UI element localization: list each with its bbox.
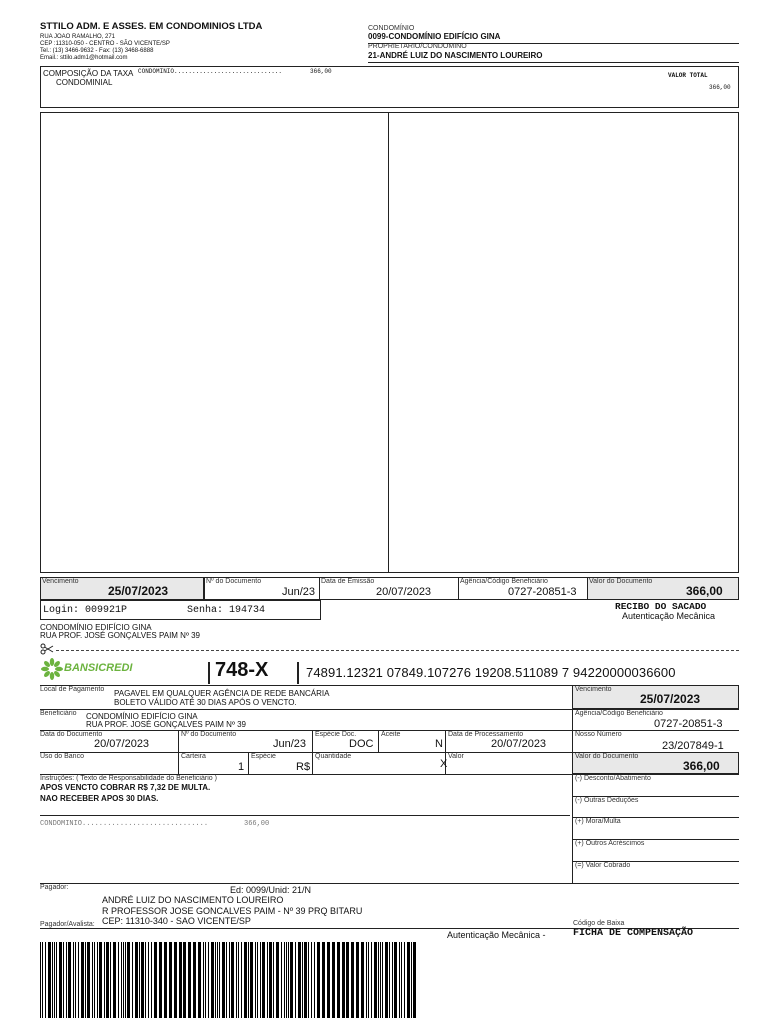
barcode-bar [374, 942, 377, 1018]
barcode-bar [276, 942, 279, 1018]
barcode-bar [164, 942, 167, 1018]
barcode-bar [262, 942, 265, 1018]
pagador-name: ANDRÉ LUIZ DO NASCIMENTO LOUREIRO [102, 895, 284, 905]
barcode-bar [308, 942, 309, 1018]
barcode-bar [97, 942, 98, 1018]
composition-label: COMPOSIÇÃO DA TAXA [43, 69, 134, 78]
content-panel [40, 112, 739, 573]
barcode-bar [104, 942, 105, 1018]
barcode-bar [132, 942, 133, 1018]
company-name: STTILO ADM. E ASSES. EM CONDOMINIOS LTDA [40, 21, 263, 32]
barcode-bar [356, 942, 359, 1018]
barcode-bar [48, 942, 51, 1018]
barcode-bar [73, 942, 74, 1018]
desconto-label: (-) Desconto/Abatimento [575, 775, 651, 782]
total-value: 366,00 [709, 84, 731, 91]
company-email: Email.: sttilo.adm1@hotmail.com [40, 55, 128, 61]
barcode-bar [368, 942, 369, 1018]
barcode-bar [351, 942, 354, 1018]
login: Login: 009921P [43, 605, 128, 616]
barcode-bar [273, 942, 274, 1018]
barcode-bar [85, 942, 86, 1018]
aceite: N [435, 738, 443, 750]
barcode-bar [314, 942, 315, 1018]
barcode-bar [226, 942, 227, 1018]
total-label: VALOR TOTAL [668, 72, 708, 79]
slip-autenticacao: Autenticação Mecânica - [447, 930, 546, 940]
nosso-label: Nosso Número [575, 731, 622, 738]
receipt-valor: 366,00 [686, 584, 723, 598]
company-tel: Tel.: (13) 3466-9632 - Fax: (13) 3468-6888 [40, 48, 154, 54]
barcode-bar [174, 942, 177, 1018]
benef-line2: RUA PROF. JOSÉ GONÇALVES PAIM Nº 39 [86, 720, 246, 729]
barcode-bar [169, 942, 172, 1018]
barcode-bar [135, 942, 138, 1018]
barcode-bar [45, 942, 46, 1018]
deducoes-label: (-) Outras Deduções [575, 797, 639, 804]
barcode-bar [87, 942, 90, 1018]
condominio-label: CONDOMÍNIO [368, 25, 415, 32]
barcode-bar [269, 942, 272, 1018]
barcode-bar [40, 942, 41, 1018]
barcode-bar [311, 942, 312, 1018]
barcode-bar [241, 942, 242, 1018]
qtd-label: Quantidade [315, 753, 352, 760]
barcode-bar [346, 942, 349, 1018]
barcode-bar [139, 942, 140, 1018]
bank-code: 748-X [215, 659, 269, 681]
barcode-bar [288, 942, 289, 1018]
company-address: RUA JOAO RAMALHO, 271 [40, 34, 116, 40]
barcode-bar [154, 942, 157, 1018]
barcode-bar [322, 942, 325, 1018]
pagador-cep: CEP: 11310-340 - SAO VICENTE/SP [102, 916, 251, 926]
num-doc-label: Nº do Documento [181, 731, 237, 738]
barcode-bar [215, 942, 216, 1018]
barcode-bar [284, 942, 285, 1018]
sicredi-logo [40, 657, 64, 686]
barcode-bar [99, 942, 102, 1018]
composition-label-2: CONDOMINIAL [56, 78, 113, 87]
instr-line2: NAO RECEBER APOS 30 DIAS. [40, 794, 159, 803]
benef-label: Beneficiário [40, 710, 77, 717]
barcode-bar [52, 942, 53, 1018]
data-proc-label: Data de Processamento [448, 731, 524, 738]
cut-line [56, 650, 739, 651]
barcode-bar [304, 942, 307, 1018]
barcode [40, 942, 420, 1018]
barcode-bar [121, 942, 122, 1018]
barcode-bar [54, 942, 55, 1018]
barcode-bar [63, 942, 64, 1018]
barcode-bar [248, 942, 249, 1018]
barcode-bar [361, 942, 364, 1018]
barcode-bar [380, 942, 381, 1018]
slip-agencia-label: Agência/Código Beneficiário [575, 710, 663, 717]
receipt-cond-addr: RUA PROF. JOSÉ GONÇALVES PAIM Nº 39 [40, 631, 200, 640]
receipt-emissao: 20/07/2023 [376, 586, 432, 598]
barcode-bar [198, 942, 201, 1018]
barcode-bar [281, 942, 282, 1018]
barcode-bar [382, 942, 383, 1018]
barcode-bar [378, 942, 379, 1018]
barcode-bar [371, 942, 372, 1018]
receipt-agencia-label: Agência/Código Beneficiário [460, 578, 548, 585]
barcode-bar [342, 942, 345, 1018]
barcode-bar [118, 942, 119, 1018]
barcode-bar [407, 942, 410, 1018]
barcode-bar [411, 942, 412, 1018]
receipt-vencimento: 25/07/2023 [108, 584, 169, 598]
barcode-bar [399, 942, 400, 1018]
num-doc: Jun/23 [273, 738, 307, 750]
barcode-bar [78, 942, 79, 1018]
receipt-autenticacao: Autenticação Mecânica [622, 611, 716, 621]
barcode-bar [208, 942, 209, 1018]
barcode-bar [66, 942, 67, 1018]
barcode-bar [188, 942, 191, 1018]
composition-item-value: 366,00 [310, 68, 332, 75]
barcode-bar [290, 942, 293, 1018]
barcode-bar [92, 942, 93, 1018]
proprietario-label: PROPRIETARIO/CONDOMINO [368, 43, 467, 50]
barcode-bar [385, 942, 388, 1018]
barcode-bar [145, 942, 146, 1018]
mora-label: (+) Mora/Multa [575, 818, 621, 825]
barcode-bar [222, 942, 225, 1018]
barcode-bar [183, 942, 186, 1018]
barcode-bar [127, 942, 130, 1018]
barcode-bar [56, 942, 57, 1018]
barcode-bar [68, 942, 71, 1018]
receipt-emissao-label: Data de Emissão [321, 578, 375, 585]
valor-label-small: Valor [448, 753, 464, 760]
barcode-bar [75, 942, 76, 1018]
aceite-label: Aceite [381, 731, 401, 738]
barcode-bar [219, 942, 220, 1018]
barcode-bar [193, 942, 196, 1018]
carteira-label: Carteira [181, 753, 206, 760]
especie: R$ [296, 761, 311, 773]
carteira: 1 [238, 761, 245, 773]
receipt-valor-label: Valor do Documento [589, 578, 653, 585]
ficha-title: FICHA DE COMPENSAÇÃO [573, 928, 694, 939]
barcode-bar [327, 942, 330, 1018]
barcode-bar [125, 942, 126, 1018]
barcode-bar [260, 942, 261, 1018]
receipt-cond-name: CONDOMÍNIO EDIFÍCIO GINA [40, 623, 152, 632]
barcode-bar [389, 942, 390, 1018]
barcode-bar [238, 942, 239, 1018]
receipt-vencimento-label: Vencimento [42, 578, 79, 585]
barcode-bar [394, 942, 397, 1018]
data-doc-label: Data do Documento [40, 731, 103, 738]
local-label: Local de Pagamento [40, 686, 105, 693]
bank-logo-text: BANSICREDI [64, 662, 133, 674]
barcode-bar [231, 942, 234, 1018]
condominio-value: 0099-CONDOMÍNIO EDIFÍCIO GINA [368, 32, 501, 41]
local-line2: BOLETO VÁLIDO ATÉ 30 DIAS APÓS O VENCTO. [114, 698, 297, 707]
barcode-bar [151, 942, 152, 1018]
uso-label: Uso do Banco [40, 753, 84, 760]
barcode-bar [286, 942, 287, 1018]
barcode-bar [106, 942, 109, 1018]
especie-doc: DOC [349, 738, 374, 750]
pagador-label: Pagador: [40, 884, 69, 891]
barcode-bar [244, 942, 247, 1018]
barcode-bar [332, 942, 335, 1018]
senha: Senha: 194734 [187, 605, 266, 616]
barcode-bar [42, 942, 43, 1018]
barcode-bar [302, 942, 303, 1018]
especie-label: Espécie [251, 753, 276, 760]
company-cep: CEP :11310-050 - CENTRO - SÃO VICENTE/SP [40, 41, 170, 47]
slip-vencimento: 25/07/2023 [640, 692, 701, 706]
barcode-bar [141, 942, 144, 1018]
slip-agencia: 0727-20851-3 [654, 718, 723, 730]
barcode-bar [123, 942, 124, 1018]
data-proc: 20/07/2023 [491, 738, 547, 750]
receipt-numdoc-label: Nº do Documento [206, 578, 262, 585]
barcode-bar [257, 942, 258, 1018]
barcode-bar [404, 942, 405, 1018]
receipt-numdoc: Jun/23 [282, 586, 316, 598]
barcode-bar [94, 942, 95, 1018]
barcode-bar [295, 942, 296, 1018]
especie-doc-label: Espécie Doc. [315, 731, 357, 738]
barcode-bar [337, 942, 340, 1018]
barcode-bar [159, 942, 162, 1018]
barcode-bar [179, 942, 182, 1018]
barcode-bar [203, 942, 204, 1018]
barcode-bar [366, 942, 367, 1018]
linha-digitavel: 74891.12321 07849.107276 19208.511089 7 94220000036600 [306, 665, 676, 680]
instr-item-value: 366,00 [244, 820, 270, 828]
barcode-bar [113, 942, 116, 1018]
nosso-numero: 23/207849-1 [662, 740, 724, 752]
barcode-bar [250, 942, 253, 1018]
x-mark: X [440, 758, 448, 770]
barcode-bar [217, 942, 218, 1018]
instr-line1: APOS VENCTO COBRAR R$ 7,32 DE MULTA. [40, 783, 211, 792]
barcode-bar [392, 942, 393, 1018]
baixa-label: Código de Baixa [573, 920, 625, 927]
barcode-bar [317, 942, 320, 1018]
barcode-bar [59, 942, 62, 1018]
barcode-bar [267, 942, 268, 1018]
barcode-bar [298, 942, 301, 1018]
barcode-bar [211, 942, 214, 1018]
barcode-bar [255, 942, 256, 1018]
local-line1: PAGAVEL EM QUALQUER AGÊNCIA DE REDE BANCÁRIA [114, 689, 330, 698]
pagador-addr: R PROFESSOR JOSE GONCALVES PAIM - Nº 39 PRQ BITARU [102, 906, 363, 916]
slip-venc-label: Vencimento [575, 686, 612, 693]
avalista-label: Pagador/Avalista: [40, 921, 95, 928]
barcode-bar [205, 942, 206, 1018]
benef-line1: CONDOMÍNIO EDIFÍCIO GINA [86, 712, 198, 721]
barcode-bar [81, 942, 84, 1018]
recibo-title: RECIBO DO SACADO [615, 601, 707, 612]
acrescimos-label: (+) Outros Acréscimos [575, 840, 645, 847]
cobrado-label: (=) Valor Cobrado [575, 862, 631, 869]
valor-doc-label: Valor do Documento [575, 753, 639, 760]
barcode-bar [236, 942, 237, 1018]
instr-item: CONDOMINIO.............................. [40, 820, 209, 828]
composition-item: CONDOMINIO.............................. [138, 68, 283, 75]
barcode-bar [148, 942, 149, 1018]
barcode-bar [229, 942, 230, 1018]
receipt-agencia: 0727-20851-3 [508, 586, 577, 598]
barcode-bar [110, 942, 111, 1018]
proprietario-value: 21-ANDRÉ LUIZ DO NASCIMENTO LOUREIRO [368, 51, 543, 60]
instr-label: Instruções: ( Texto de Responsabilidade do Beneficiário ) [40, 775, 217, 782]
ed-unid: Ed: 0099/Unid: 21/N [230, 885, 312, 895]
data-doc: 20/07/2023 [94, 738, 150, 750]
barcode-bar [401, 942, 402, 1018]
barcode-bar [413, 942, 416, 1018]
valor-doc: 366,00 [683, 759, 720, 773]
